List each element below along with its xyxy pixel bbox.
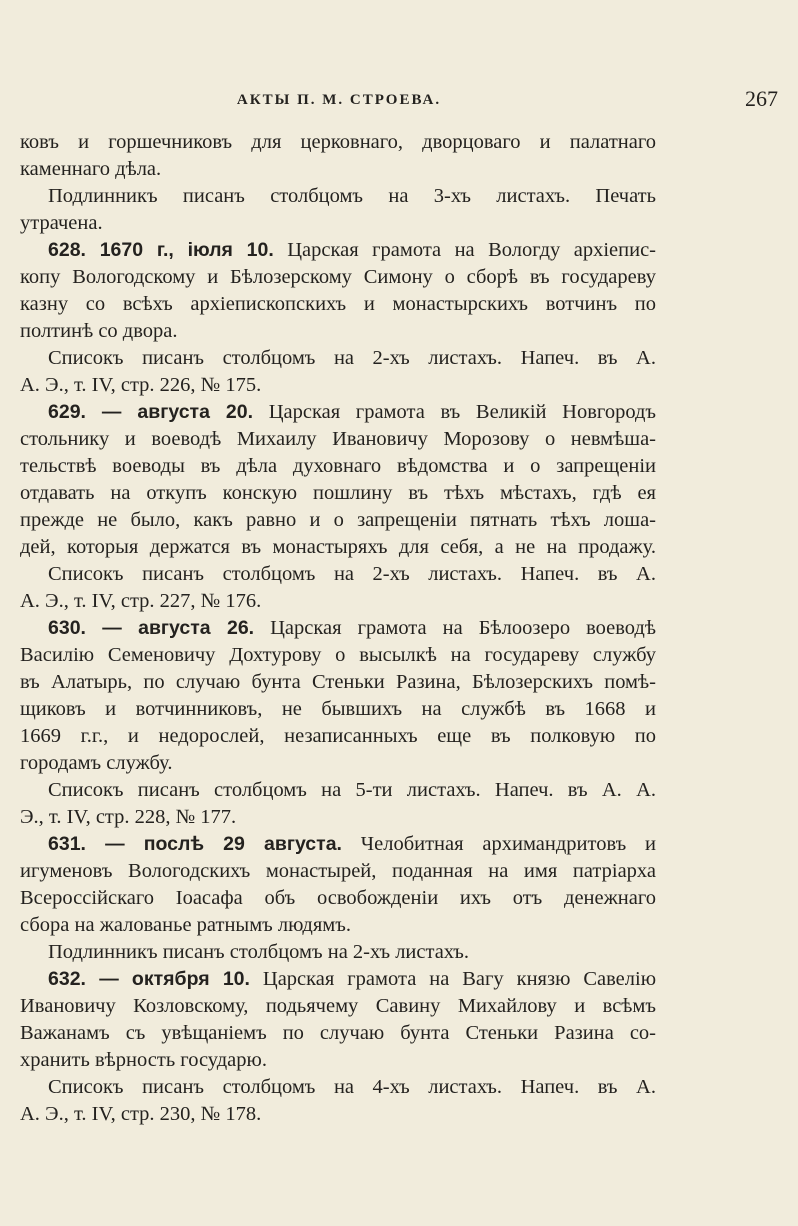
entry-heading-line <box>20 831 656 858</box>
page-header <box>20 86 778 116</box>
line-text: тельствѣ воеводы въ дѣла духовнаго вѣдомства и о запрещеніи <box>20 455 656 477</box>
line-text: Царская грамота въ Великій Новгородъ <box>268 401 657 423</box>
text-line <box>20 210 656 237</box>
line-text: въ Алатырь, по случаю бунта Стеньки Разина, Бѣлозерскихъ помѣ- <box>20 671 656 693</box>
text-line <box>20 858 656 885</box>
text-line <box>20 1074 656 1101</box>
text-line <box>20 534 656 561</box>
line-text: казну со всѣхъ архіепископскихъ и монастырскихъ вотчинъ по <box>20 293 656 315</box>
line-text: Списокъ писанъ столбцомъ на 2-хъ листахъ. Напеч. въ А. <box>48 347 656 369</box>
line-text: полтинѣ со двора. <box>20 320 178 342</box>
line-text: игуменовъ Вологодскихъ монастырей, поданная на имя патріарха <box>20 860 656 882</box>
line-text: копу Вологодскому и Бѣлозерскому Симону о сборѣ въ государеву <box>20 266 656 288</box>
line-text: Важанамъ съ увѣщаніемъ по случаю бунта Стеньки Разина со- <box>20 1022 656 1044</box>
line-text: ковъ и горшечниковъ для церковнаго, дворцоваго и палатнаго <box>20 131 656 153</box>
line-text: А. Э., т. IV, стр. 226, № 175. <box>20 374 262 396</box>
text-line <box>20 453 656 480</box>
line-text: стольнику и воеводѣ Михаилу Ивановичу Морозову о невмѣша- <box>20 428 656 450</box>
text-line <box>20 264 656 291</box>
entry-heading-line <box>20 615 656 642</box>
line-text: хранить вѣрность государю. <box>20 1049 267 1071</box>
text-line <box>20 1101 656 1128</box>
line-text: 1669 г.г., и недорослей, незаписанныхъ еще въ полковую по <box>20 725 656 747</box>
text-line <box>20 1020 656 1047</box>
line-text: утрачена. <box>20 212 103 234</box>
line-text: Списокъ писанъ столбцомъ на 5-ти листахъ. Напеч. въ А. А. <box>48 779 656 801</box>
text-line <box>20 723 656 750</box>
line-text: каменнаго дѣла. <box>20 158 162 180</box>
line-text: Царская грамота на Вагу князю Савелію <box>262 968 657 990</box>
text-line <box>20 156 656 183</box>
text-line <box>20 777 656 804</box>
line-text: Подлинникъ писанъ столбцомъ на 2-хъ листахъ. <box>48 941 470 963</box>
running-title: АКТЫ П. М. СТРОЕВА. <box>236 92 442 108</box>
text-line <box>20 669 656 696</box>
text-line <box>20 345 656 372</box>
text-line <box>20 480 656 507</box>
text-line <box>20 426 656 453</box>
line-text: Подлинникъ писанъ столбцомъ на 3-хъ листахъ. Печать <box>48 185 656 207</box>
line-text: А. Э., т. IV, стр. 230, № 178. <box>20 1103 262 1125</box>
text-line <box>20 372 656 399</box>
entry-date: 629. — августа 20. <box>48 401 254 423</box>
text-line <box>20 885 656 912</box>
text-line <box>20 291 656 318</box>
line-text: городамъ службу. <box>20 752 173 774</box>
line-text: А. Э., т. IV, стр. 227, № 176. <box>20 590 262 612</box>
entry-date: 630. — августа 26. <box>48 617 255 639</box>
line-text: Царская грамота на Вологду архіепис- <box>287 239 657 261</box>
text-line <box>20 642 656 669</box>
text-line <box>20 912 656 939</box>
line-text: отдавать на откупъ конскую пошлину въ тѣхъ мѣстахъ, гдѣ ея <box>20 482 656 504</box>
text-line <box>20 561 656 588</box>
line-text: сбора на жалованье ратнымъ людямъ. <box>20 914 351 936</box>
line-text: прежде не было, какъ равно и о запрещеніи пятнать тѣхъ лоша- <box>20 509 656 531</box>
line-text: щиковъ и вотчинниковъ, не бывшихъ на службѣ въ 1668 и <box>20 698 656 720</box>
line-text: Списокъ писанъ столбцомъ на 2-хъ листахъ. Напеч. въ А. <box>48 563 656 585</box>
text-line <box>20 696 656 723</box>
text-line <box>20 129 656 156</box>
entry-heading-line <box>20 237 656 264</box>
entry-date: 632. — октября 10. <box>48 968 250 990</box>
text-line <box>20 318 656 345</box>
text-line <box>20 183 656 210</box>
body-text <box>20 129 656 1128</box>
line-text: Челобитная архимандритовъ и <box>360 833 657 855</box>
text-line <box>20 507 656 534</box>
text-line <box>20 939 656 966</box>
line-text: Ивановичу Козловскому, подьячему Савину Михайлову и всѣмъ <box>20 995 656 1017</box>
line-text: Всероссійскаго Іоасафа объ освобожденіи ихъ отъ денежнаго <box>20 887 656 909</box>
line-text: Списокъ писанъ столбцомъ на 4-хъ листахъ. Напеч. въ А. <box>48 1076 656 1098</box>
line-text: Э., т. IV, стр. 228, № 177. <box>20 806 237 828</box>
text-line <box>20 993 656 1020</box>
entry-heading-line <box>20 966 656 993</box>
text-line <box>20 750 656 777</box>
line-text: Василію Семеновичу Дохтурову о высылкѣ на государеву службу <box>20 644 656 666</box>
text-line <box>20 1047 656 1074</box>
entry-heading-line <box>20 399 656 426</box>
line-text: Царская грамота на Бѣлоозеро воеводѣ <box>270 617 656 639</box>
entry-date: 628. 1670 г., іюля 10. <box>48 239 274 261</box>
page-number: 267 <box>745 86 778 111</box>
entry-date: 631. — послѣ 29 августа. <box>48 833 342 855</box>
text-line <box>20 588 656 615</box>
line-text: дей, которыя держатся въ монастыряхъ для себя, а не на продажу. <box>20 536 656 558</box>
text-line <box>20 804 656 831</box>
